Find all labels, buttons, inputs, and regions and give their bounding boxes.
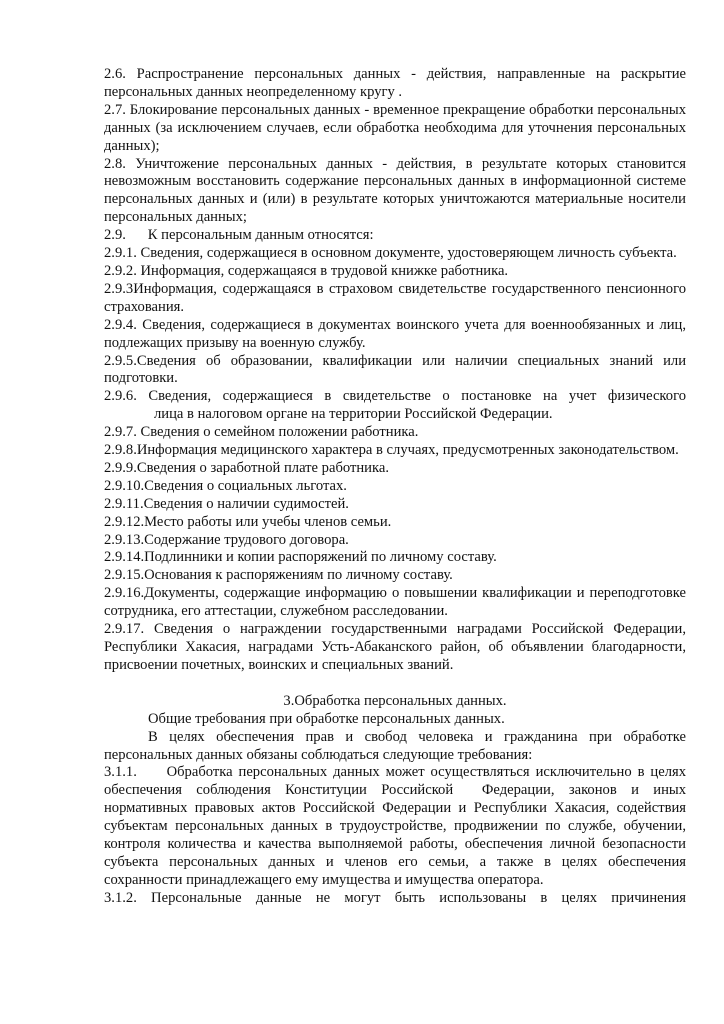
paragraph-2-9-15: 2.9.15.Основания к распоряжениям по личному составу. — [104, 567, 453, 584]
section-3-subheading: Общие требования при обработке персональных данных. — [148, 710, 505, 727]
paragraph-2-6: 2.6. Распространение персональных данных - действия, направленные на раскрытие персональных данных неопределенному кругу . — [104, 66, 686, 100]
paragraph-2-9-16: 2.9.16.Документы, содержащие информацию о повышении квалификации и переподготовке сотрудника, его аттестации, служебном расследовании. — [104, 585, 686, 620]
paragraph-2-9-9: 2.9.9.Сведения о заработной плате работника. — [104, 459, 389, 476]
paragraph-2-9-1: 2.9.1. Сведения, содержащиеся в основном документе, удостоверяющем личность субъекта. — [104, 245, 677, 262]
paragraph-2-9-6-continuation: лица в налоговом органе на территории Российской Федерации. — [154, 406, 553, 423]
paragraph-2-9-17: 2.9.17. Сведения о награждении государственными наградами Российской Федерации, Республики Хакасия, наградами Усть-Абаканского район, об объявлении благодарности, присвоении почетных, воинских и специальных званий. — [104, 621, 686, 673]
paragraph-2-9-5: 2.9.5.Сведения об образовании, квалификации или наличии специальных знаний или подготовки. — [104, 352, 686, 387]
paragraph-3-1-1: 3.1.1. Обработка персональных данных может осуществляться исключительно в целях обеспечения соблюдения Конституции Российской Федерации, законов и иных нормативных правовых актов Российской Федерации и Республики Хакасия, содействия субъектам персональных данных в трудоустройстве, продвижении по службе, обучении, контроля количества и качества выполняемой работы, обеспечения личной безопасности субъекта персональных данных и членов его семьи, а также в целях обеспечения сохранности принадлежащего ему имущества и имущества оператора. — [104, 764, 694, 888]
paragraph-2-9-11: 2.9.11.Сведения о наличии судимостей. — [104, 495, 349, 512]
document-page — [104, 66, 694, 908]
paragraph-2-9-10: 2.9.10.Сведения о социальных льготах. — [104, 477, 347, 494]
section-3-intro: В целях обеспечения прав и свобод человека и гражданина при обработке персональных данных обязаны соблюдаться следующие требования: — [104, 728, 686, 763]
section-3-heading: 3.Обработка персональных данных. — [283, 692, 507, 709]
paragraph-2-8: 2.8. Уничтожение персональных данных - действия, в результате которых становится невозможным восстановить содержание персональных данных в информационной системе персональных данных и (или) в результате которых уничтожаются материальные носители персональных данных; — [104, 155, 686, 226]
paragraph-2-9-14: 2.9.14.Подлинники и копии распоряжений по личному составу. — [104, 549, 497, 566]
spacer — [104, 675, 686, 693]
paragraph-2-7: 2.7. Блокирование персональных данных - временное прекращение обработки персональных данных (за исключением случаев, если обработка необходима для уточнения персональных данных); — [104, 101, 686, 154]
paragraph-2-9-4: 2.9.4. Сведения, содержащиеся в документах воинского учета для военнообязанных и лиц, подлежащих призыву на военную службу. — [104, 316, 686, 351]
paragraph-2-9-13: 2.9.13.Содержание трудового договора. — [104, 531, 349, 548]
paragraph-3-1-2: 3.1.2. Персональные данные не могут быть использованы в целях причинения — [104, 889, 686, 906]
paragraph-2-9-12: 2.9.12.Место работы или учебы членов семьи. — [104, 513, 392, 530]
paragraph-2-9-7: 2.9.7. Сведения о семейном положении работника. — [104, 424, 419, 441]
paragraph-2-9-2: 2.9.2. Информация, содержащаяся в трудовой книжке работника. — [104, 262, 509, 279]
paragraph-2-9-3: 2.9.3Информация, содержащаяся в страховом свидетельстве государственного пенсионного страхования. — [104, 280, 686, 315]
paragraph-2-9-6: 2.9.6. Сведения, содержащиеся в свидетельстве о постановке на учет физического — [104, 388, 686, 405]
paragraph-2-9-8: 2.9.8.Информация медицинского характера в случаях, предусмотренных законодательством. — [104, 442, 679, 459]
paragraph-2-9: 2.9. К персональным данным относятся: — [104, 227, 374, 244]
